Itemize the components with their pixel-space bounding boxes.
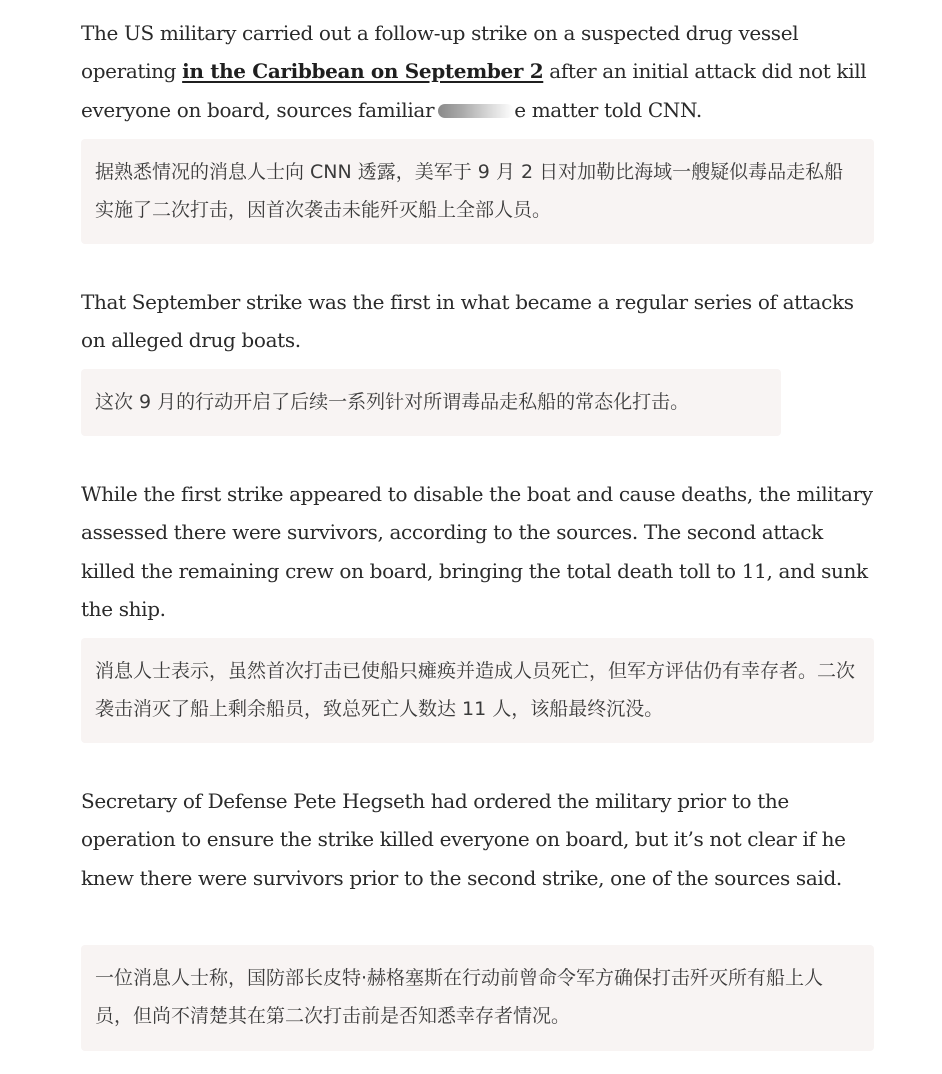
english-text: after an initial attack did not kill everyone on board, sources familiar (81, 59, 867, 122)
caribbean-link[interactable]: in the Caribbean on September 2 (182, 59, 544, 84)
redaction-blur (438, 104, 514, 118)
paragraph-2 (81, 283, 874, 360)
english-paragraph (81, 14, 874, 129)
english-text: The US military carried out a follow-up strike on a suspected drug vessel operating (81, 21, 799, 84)
english-paragraph: That September strike was the first in what became a regular series of attacks on alleged drug boats. (81, 290, 854, 353)
chinese-translation-box (81, 139, 874, 244)
paragraph-4 (81, 782, 874, 897)
chinese-translation: 消息人士表示，虽然首次打击已使船只瘫痪并造成人员死亡，但军方评估仍有幸存者。二次袭击消灭了船上剩余船员，致总死亡人数达 11 人，该船最终沉没。 (95, 660, 856, 720)
chinese-translation: 这次 9 月的行动开启了后续一系列针对所谓毒品走私船的常态化打击。 (95, 391, 690, 413)
english-paragraph: While the first strike appeared to disable the boat and cause deaths, the military assessed there were survivors, according to the sources. The second attack killed the remaining crew on board, bringing the total death toll to 11, and sunk the ship. (81, 482, 873, 621)
english-paragraph: Secretary of Defense Pete Hegseth had ordered the military prior to the operation to ensure the strike killed everyone on board, but it’s not clear if he knew there were survivors prior to the second strike, one of the sources said. (81, 789, 846, 890)
paragraph-3 (81, 475, 874, 628)
english-text: e matter told CNN. (514, 97, 702, 122)
chinese-translation: 一位消息人士称，国防部长皮特·赫格塞斯在行动前曾命令军方确保打击歼灭所有船上人员，但尚不清楚其在第二次打击前是否知悉幸存者情况。 (95, 967, 824, 1027)
chinese-translation-box (81, 945, 874, 1051)
chinese-translation-box (81, 369, 781, 436)
chinese-translation-box (81, 638, 874, 743)
paragraph-1 (81, 14, 874, 129)
chinese-translation: 据熟悉情况的消息人士向 CNN 透露，美军于 9 月 2 日对加勒比海域一艘疑似毒品走私船实施了二次打击，因首次袭击未能歼灭船上全部人员。 (95, 161, 844, 221)
